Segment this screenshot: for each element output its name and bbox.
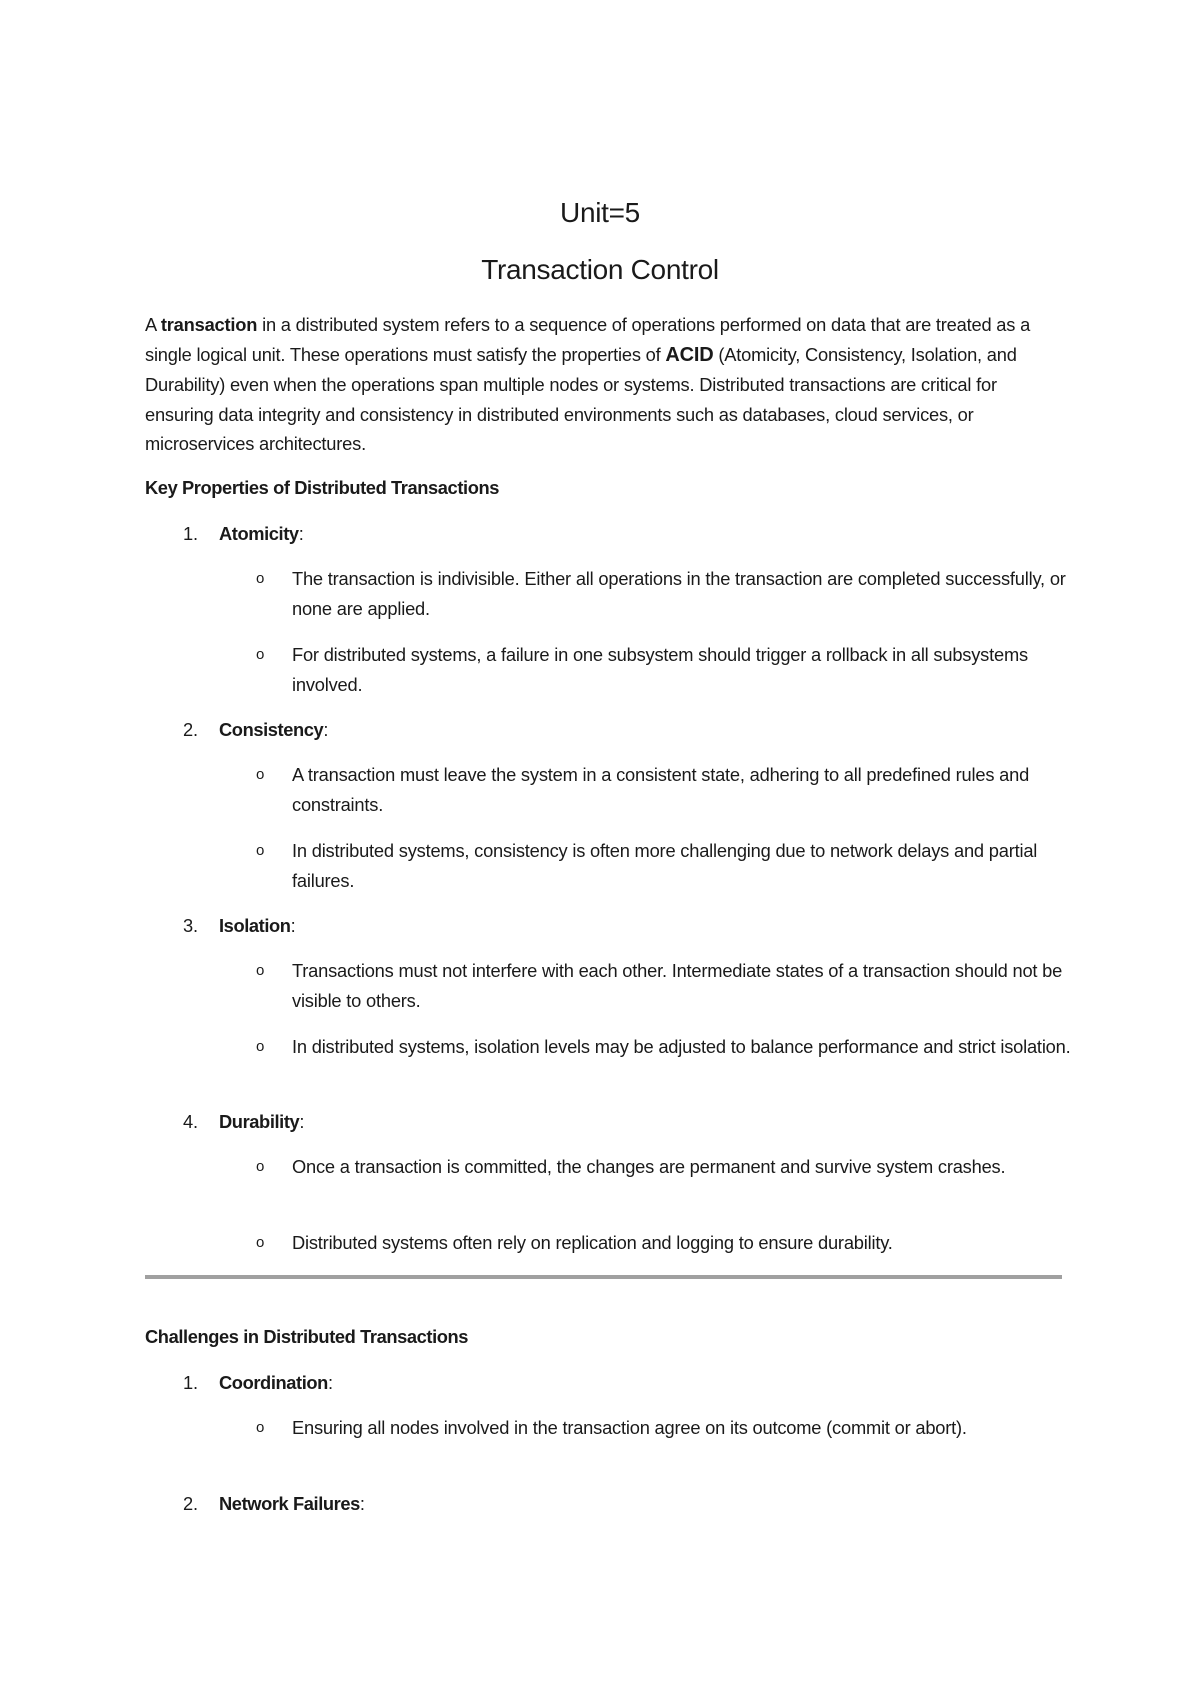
bullet-text: For distributed systems, a failure in one subsystem should trigger a rollback in all subsystems involved.: [292, 644, 1028, 695]
section-heading-key-properties: Key Properties of Distributed Transactions: [145, 477, 499, 498]
bullet-mark: o: [256, 842, 265, 859]
list-number: 1.: [183, 523, 198, 544]
list-item-coordination: [183, 1371, 333, 1395]
bullet-text: A transaction must leave the system in a consistent state, adhering to all predefined rules and constraints.: [292, 764, 1030, 815]
list-item-colon: :: [290, 915, 296, 936]
bullet-item: [256, 1032, 1076, 1062]
bullet-text: Once a transaction is committed, the changes are permanent and survive system crashes.: [292, 1156, 1006, 1177]
bullet-item: [256, 640, 1076, 700]
bullet-mark: o: [256, 766, 265, 783]
intro-paragraph: [145, 310, 1065, 459]
list-item-name: Atomicity: [219, 523, 299, 544]
list-item-name: Durability: [219, 1111, 300, 1132]
intro-term-acid: ACID: [665, 343, 714, 366]
list-number: 2.: [183, 1493, 198, 1514]
list-number: 2.: [183, 719, 198, 740]
list-number: 3.: [183, 915, 198, 936]
list-number: 4.: [183, 1111, 198, 1132]
bullet-text: The transaction is indivisible. Either all operations in the transaction are completed successfully, or none are applied.: [292, 568, 1066, 619]
list-number: 1.: [183, 1372, 198, 1393]
list-item-colon: :: [327, 1372, 333, 1393]
bullet-item: [256, 1413, 1076, 1443]
list-item-consistency: [183, 718, 328, 742]
bullet-mark: o: [256, 1234, 265, 1251]
bullet-item: [256, 1228, 1076, 1258]
bullet-text: Distributed systems often rely on replication and logging to ensure durability.: [292, 1232, 893, 1253]
intro-text-3: (Atomicity, Consistency, Isolation, and Durability) even when the operations span multiple nodes or systems. Distributed transactions are critical for ensuring data integrity and consistency in distributed environments such as databases, cloud services, or microservices architectures.: [145, 343, 1017, 454]
list-item-colon: :: [298, 523, 304, 544]
intro-text-1: A: [145, 314, 161, 335]
bullet-text: In distributed systems, consistency is often more challenging due to network delays and partial failures.: [292, 840, 1038, 891]
bullet-mark: o: [256, 962, 265, 979]
intro-term-transaction: transaction: [160, 314, 258, 335]
bullet-item: [256, 1152, 1076, 1182]
intro-text-2: in a distributed system refers to a sequence of operations performed on data that are treated as a single logical unit. These operations must satisfy the properties of: [145, 314, 1031, 365]
bullet-text: Transactions must not interfere with each other. Intermediate states of a transaction should not be visible to others.: [292, 960, 1063, 1011]
bullet-item: [256, 760, 1076, 820]
bullet-text: In distributed systems, isolation levels may be adjusted to balance performance and strict isolation.: [292, 1036, 1071, 1057]
page-title: Transaction Control: [481, 254, 719, 285]
horizontal-divider: [145, 1275, 1062, 1279]
bullet-mark: o: [256, 1038, 265, 1055]
list-item-colon: :: [359, 1493, 365, 1514]
bullet-mark: o: [256, 1158, 265, 1175]
list-item-name: Consistency: [219, 719, 324, 740]
list-item-durability: [183, 1110, 304, 1134]
bullet-item: [256, 956, 1076, 1016]
list-item-name: Coordination: [219, 1372, 328, 1393]
list-item-name: Network Failures: [219, 1493, 360, 1514]
bullet-item: [256, 836, 1076, 896]
list-item-colon: :: [299, 1111, 305, 1132]
bullet-mark: o: [256, 646, 265, 663]
list-item-isolation: [183, 914, 295, 938]
section-heading-challenges: Challenges in Distributed Transactions: [145, 1326, 469, 1347]
unit-label: Unit=5: [560, 197, 640, 228]
list-item-atomicity: [183, 522, 304, 546]
bullet-text: Ensuring all nodes involved in the transaction agree on its outcome (commit or abort).: [292, 1417, 967, 1438]
bullet-item: [256, 564, 1076, 624]
bullet-mark: o: [256, 1419, 265, 1436]
list-item-name: Isolation: [219, 915, 291, 936]
list-item-network-failures: [183, 1492, 365, 1516]
bullet-mark: o: [256, 570, 265, 587]
list-item-colon: :: [323, 719, 329, 740]
